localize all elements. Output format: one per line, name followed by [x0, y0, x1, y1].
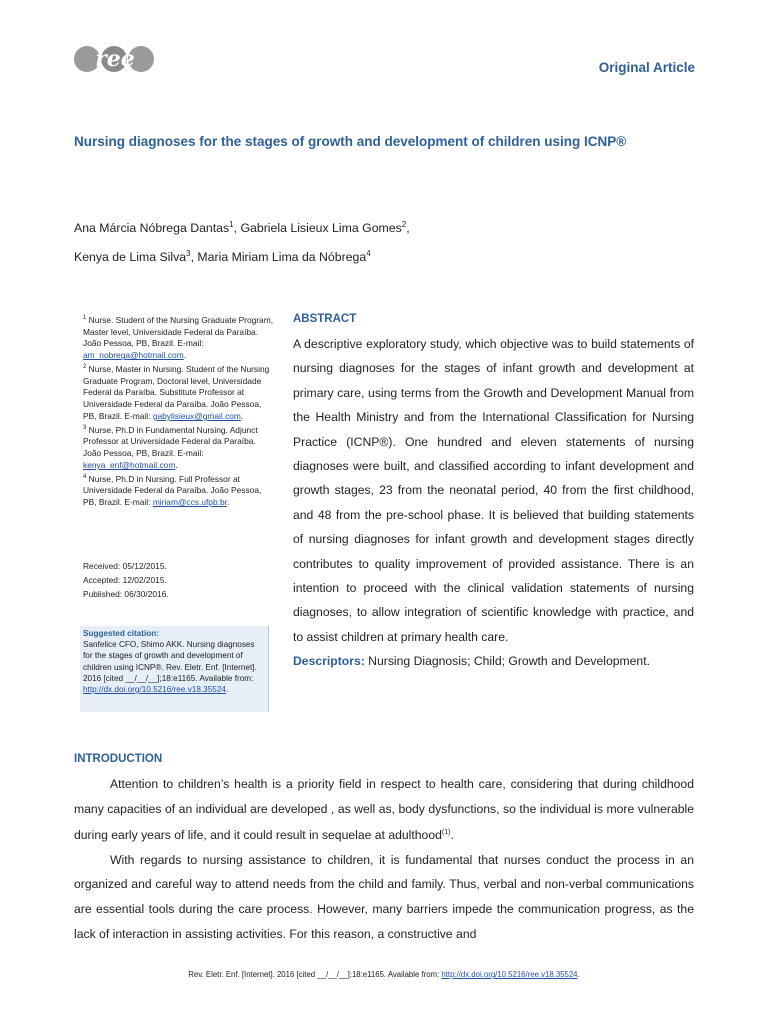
- affiliation-end: .: [183, 350, 187, 361]
- author-sup: 4: [366, 249, 371, 259]
- descriptors-label: Descriptors:: [293, 654, 365, 669]
- affiliation-item: [83, 362, 273, 423]
- author-sep: ,: [233, 221, 241, 236]
- logo-text: ree: [95, 46, 135, 72]
- article-title: Nursing diagnoses for the stages of growth and development of children using ICNP®: [74, 134, 627, 149]
- page-footer: [74, 970, 694, 979]
- author-name: Ana Márcia Nóbrega Dantas: [74, 221, 230, 236]
- intro-paragraph-1: [74, 772, 694, 848]
- intro-text: Attention to children’s health is a priority field in respect to health care, considering that during childhood many capacities of an individual are developed , as well as, body dysfunctions, so the individual is more vulnerable during early years of life, and it could result in sequelae at adulthood: [74, 777, 694, 843]
- abstract-body: [293, 332, 694, 674]
- author-sup: 2: [401, 220, 407, 229]
- affiliation-item: [83, 472, 273, 509]
- article-type: Original Article: [598, 60, 695, 75]
- affiliation-end: .: [240, 410, 244, 421]
- email-link[interactable]: miriam@ccs.ufpb.br: [152, 497, 227, 508]
- affiliation-end: .: [226, 497, 230, 508]
- affiliation-text: Nurse, Ph.D in Fundamental Nursing. Adjunct Professor at Universidade Federal da Paraíba. João Pessoa, PB, Brazil. E-mail:: [83, 424, 258, 459]
- author-sup: 1: [229, 220, 234, 229]
- affiliation-sup: 2: [83, 363, 87, 370]
- affiliation-sup: 4: [83, 473, 87, 480]
- descriptors: [293, 649, 694, 673]
- affiliation-item: [83, 423, 273, 472]
- citation-text: Sanfelice CFO, Shimo AKK. Nursing diagnoses for the stages of growth and development of children using ICNP®. Rev. Eletr. Enf. [Internet]. 2016 [cited __/__/__];18:e1165. Available from:: [83, 640, 257, 683]
- affiliation-text: Nurse, Ph.D in Nursing. Full Professor at Universidade Federal da Paraíba. João Pessoa, PB, Brazil. E-mail:: [83, 473, 262, 508]
- author-sep: ,: [190, 250, 198, 265]
- affiliation-text: Nurse. Student of the Nursing Graduate Program, Master level, Universidade Federal da Paraíba. João Pessoa, PB, Brazil. E-mail:: [83, 314, 274, 349]
- author-line-2: [74, 241, 410, 270]
- published-date: Published: 06/30/2016.: [83, 588, 169, 599]
- accepted-date: Accepted: 12/02/2015.: [83, 574, 167, 585]
- affiliation-item: [83, 313, 273, 362]
- intro-end: .: [450, 828, 454, 843]
- footer-text: Rev. Eletr. Enf. [Internet]. 2016 [cited __/__/__];18:e1165. Available from:: [188, 970, 442, 979]
- introduction-heading: INTRODUCTION: [74, 753, 163, 765]
- article-dates: [83, 560, 169, 601]
- author-line-1: [74, 212, 410, 241]
- abstract-text: A descriptive exploratory study, which objective was to build statements of nursing diagnoses for the stages of infant growth and development at primary care, using terms from the Growth and Development Manual from the Health Ministry and from the International Classification for Nursing Practice (ICNP®). One hundred and eleven statements of nursing diagnoses were built, and classified according to infant development and growth stages, 23 from the neonatal period, 40 from the first childhood, and 48 from the pre-school phase. It is believed that building statements of nursing diagnoses for infant growth and development stages directly contributes to quality improvement of provided assistance. There is an intention to proceed with the clinical validation statements of nursing diagnoses, to allow integration of scientific knowledge with practice, and to assist children at primary health care.: [293, 337, 694, 644]
- author-name: Kenya de Lima Silva: [74, 250, 187, 265]
- affiliation-text: Nurse, Master in Nursing. Student of the Nursing Graduate Program, Doctoral level, Universidade Federal da Paraíba. Substitute Professor at Universidade Federal da Paraíba. João Pessoa, PB, Brazil. E-mail:: [83, 363, 270, 421]
- author-name: Maria Miriam Lima da Nóbrega: [197, 250, 367, 265]
- journal-logo: [70, 40, 160, 76]
- intro-paragraph-2: With regards to nursing assistance to children, it is fundamental that nurses conduct the process in an organized and careful way to attend needs from the child and family. Thus, verbal and non-verbal communications are essential tools during the care process. However, many barriers impede the communication progress, as the lack of interaction in assisting activities. For this reason, a constructive and: [74, 852, 694, 941]
- author-sup: 3: [186, 249, 191, 259]
- abstract-heading: ABSTRACT: [293, 313, 357, 325]
- affiliation-sup: 3: [83, 424, 87, 431]
- email-link[interactable]: kenya_enf@hotmail.com: [83, 459, 176, 470]
- email-link[interactable]: gabylisieux@gmail.com: [152, 410, 241, 421]
- citation-label: Suggested citation:: [83, 629, 159, 638]
- author-name: Gabriela Lisieux Lima Gomes: [240, 221, 402, 236]
- affiliation-sup: 1: [83, 315, 87, 321]
- suggested-citation-box: [80, 626, 269, 712]
- reference-sup: (1): [441, 829, 451, 837]
- descriptors-text: Nursing Diagnosis; Child; Growth and Development.: [364, 654, 650, 669]
- author-list: [74, 212, 410, 270]
- introduction-body: [74, 772, 694, 946]
- affiliations: [83, 313, 273, 509]
- received-date: Received: 05/12/2015.: [83, 561, 167, 571]
- footer-doi-link[interactable]: http://dx.doi.org/10.5216/ree.v18.35524: [441, 970, 578, 979]
- citation-end: .: [225, 685, 229, 695]
- footer-end: .: [577, 970, 580, 979]
- citation-doi-link[interactable]: http://dx.doi.org/10.5216/ree.v18.35524: [83, 685, 226, 695]
- affiliation-end: .: [175, 459, 178, 470]
- email-link[interactable]: am_nobrega@hotmail.com: [83, 350, 184, 361]
- author-sep: ,: [406, 221, 410, 236]
